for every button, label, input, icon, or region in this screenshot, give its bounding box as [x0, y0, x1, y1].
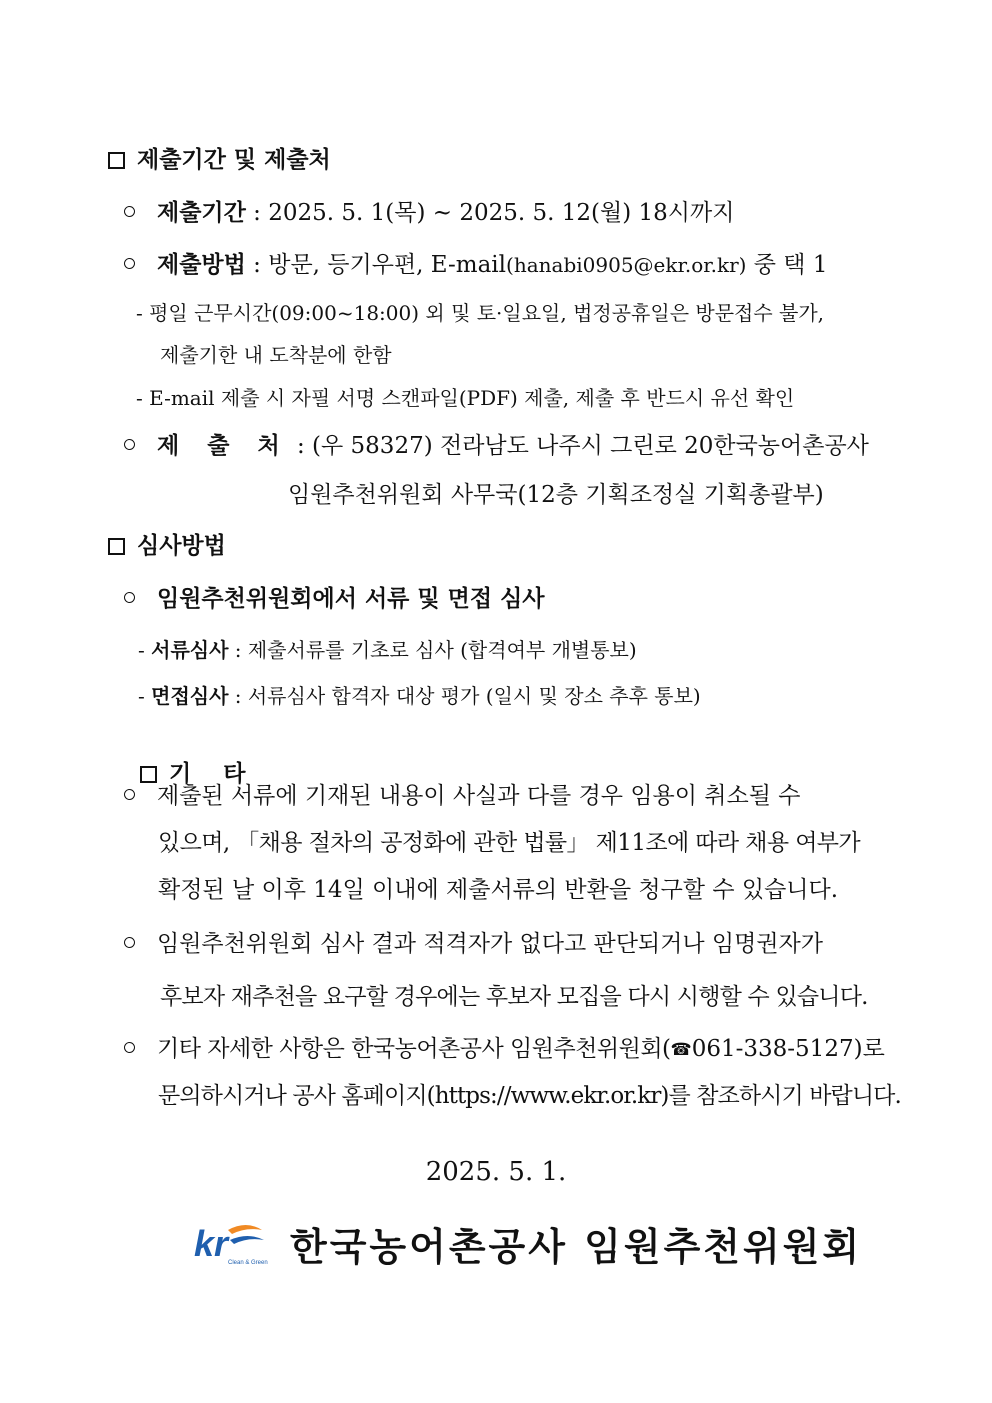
place-value-line-1: : (우 58327) 전라남도 나주시 그린로 20한국농어촌공사	[289, 433, 869, 459]
section-heading-review	[108, 531, 226, 561]
square-outline-icon	[108, 538, 125, 555]
phone-icon: ☎	[670, 1040, 692, 1060]
contact-phone: 061-338-5127	[691, 1036, 854, 1062]
section-heading-text: 기 타	[169, 760, 246, 787]
section-heading-text: 제출기간 및 제출처	[137, 146, 331, 173]
etc-item-3-cont	[158, 1081, 901, 1111]
etc-item-1-cont-2	[158, 875, 838, 905]
etc-item-3-line-2: 문의하시거나 공사 홈페이지(https://www.ekr.or.kr)를 참조하시기 바랍니다.	[158, 1083, 901, 1109]
review-main	[124, 584, 545, 614]
logo-tagline: Clean & Green	[228, 1260, 268, 1266]
etc-item-1-line-3: 확정된 날 이후 14일 이내에 제출서류의 반환을 청구할 수 있습니다.	[158, 877, 839, 903]
organization-name: 한국농어촌공사 임원추천위원회	[290, 1223, 863, 1269]
logo-text: kr	[194, 1223, 229, 1264]
circle-outline-icon	[124, 258, 135, 269]
etc-item-2	[124, 929, 823, 959]
etc-item-3-pre: 기타 자세한 사항은 한국농어촌공사 임원추천위원회(	[157, 1036, 671, 1062]
note-2-text: - E-mail 제출 시 자필 서명 스캔파일(PDF) 제출, 제출 후 반드시 유선 확인	[136, 386, 795, 410]
place-value-line-2: 임원추천위원회 사무국(12층 기획조정실 기획총괄부)	[288, 482, 824, 508]
interview-value: : 서류심사 합격자 대상 평가 (일시 및 장소 추후 통보)	[228, 684, 701, 708]
place-label: 제 출 처	[157, 432, 290, 459]
circle-outline-icon	[124, 206, 135, 217]
submission-period	[124, 198, 734, 228]
circle-outline-icon	[124, 1042, 135, 1053]
note-1-line-1: - 평일 근무시간(09:00~18:00) 외 및 토·일요일, 법정공휴일은 방문접수 불가,	[136, 301, 825, 325]
etc-item-1-line-2: 있으며, 「채용 절차의 공정화에 관한 법률」 제11조에 따라 채용 여부가	[158, 830, 861, 856]
submission-method	[124, 250, 827, 280]
review-document: - 서류심사 : 제출서류를 기초로 심사 (합격여부 개별통보)	[138, 638, 637, 662]
etc-item-1-line-1: 제출된 서류에 기재된 내용이 사실과 다를 경우 임용이 취소될 수	[157, 783, 801, 809]
review-interview: - 면접심사 : 서류심사 합격자 대상 평가 (일시 및 장소 추후 통보)	[138, 684, 701, 708]
etc-item-2-line-2: 후보자 재추천을 요구할 경우에는 후보자 모집을 다시 시행할 수 있습니다.	[160, 984, 868, 1010]
method-email: (hanabi0905@ekr.or.kr)	[506, 253, 747, 277]
method-label: 제출방법	[157, 251, 246, 278]
period-label: 제출기간	[157, 199, 246, 226]
section-heading-text: 심사방법	[137, 532, 226, 559]
section-heading-submission	[108, 145, 331, 175]
etc-item-1-cont-1	[158, 828, 860, 858]
circle-outline-icon	[124, 937, 135, 948]
method-note-2	[136, 383, 794, 413]
method-choice: 중 택 1	[746, 252, 828, 278]
circle-outline-icon	[124, 789, 135, 800]
method-note-1-cont	[160, 340, 392, 370]
period-value: : 2025. 5. 1(목) ~ 2025. 5. 12(월) 18시까지	[245, 200, 735, 226]
interview-label: 면접심사	[151, 684, 229, 708]
kr-logo	[192, 1218, 268, 1268]
logo-swoosh-bottom	[230, 1236, 264, 1244]
etc-item-2-cont	[160, 982, 868, 1012]
etc-item-1	[124, 781, 800, 811]
submission-place-cont	[288, 480, 824, 510]
doc-review-label: 서류심사	[151, 638, 229, 662]
method-value: : 방문, 등기우편, E-mail	[245, 252, 507, 278]
etc-item-2-line-1: 임원추천위원회 심사 결과 적격자가 없다고 판단되거나 임명권자가	[157, 931, 823, 957]
etc-item-3	[124, 1034, 885, 1065]
review-main-text: 임원추천위원회에서 서류 및 면접 심사	[157, 585, 545, 612]
submission-place	[124, 431, 869, 461]
document-date: 2025. 5. 1.	[425, 1157, 567, 1187]
footer-signature	[192, 1213, 862, 1273]
doc-review-value: : 제출서류를 기초로 심사 (합격여부 개별통보)	[228, 638, 637, 662]
square-outline-icon	[108, 152, 125, 169]
circle-outline-icon	[124, 592, 135, 603]
circle-outline-icon	[124, 439, 135, 450]
note-1-line-2: 제출기한 내 도착분에 한함	[160, 343, 392, 367]
logo-swoosh-top	[228, 1225, 262, 1234]
method-note-1	[136, 298, 824, 328]
etc-item-3-post: )로	[853, 1036, 885, 1062]
